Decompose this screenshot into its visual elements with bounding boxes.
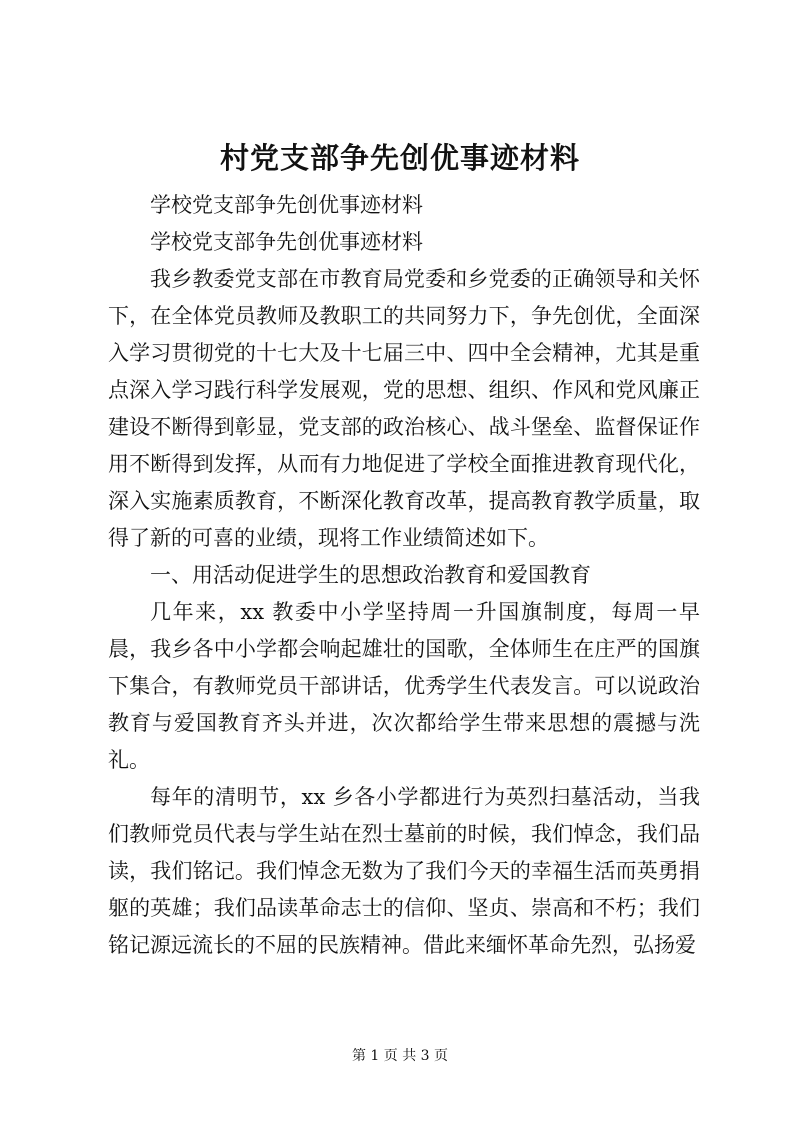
paragraph-flag-raising: 几年来，xx 教委中小学坚持周一升国旗制度，每周一早晨，我乡各中小学都会响起雄壮的国歌，全体师生在庄严的国旗下集合，有教师党员干部讲话，优秀学生代表发言。可以说政治教育与爱国教育齐头并进，次次都给学生带来思想的震撼与洗礼。 (108, 600, 700, 772)
paragraph-subtitle-2: 学校党支部争先创优事迹材料 (150, 230, 423, 254)
document-title: 村党支部争先创优事迹材料 (219, 141, 580, 175)
page-footer: 第 1 页 共 3 页 (351, 1048, 449, 1064)
section-heading-1: 一、用活动促进学生的思想政治教育和爱国教育 (150, 563, 591, 587)
document-body (108, 187, 700, 964)
paragraph-subtitle-1: 学校党支部争先创优事迹材料 (150, 193, 423, 217)
paragraph-qingming: 每年的清明节，xx 乡各小学都进行为英烈扫墓活动，当我们教师党员代表与学生站在烈士墓前的时候，我们悼念，我们品读，我们铭记。我们悼念无数为了我们今天的幸福生活而英勇捐躯的英雄；我们品读革命志士的信仰、坚贞、崇高和不朽；我们铭记源远流长的不屈的民族精神。借此来缅怀革命先烈，弘扬爱 (108, 785, 700, 957)
paragraph-intro: 我乡教委党支部在市教育局党委和乡党委的正确领导和关怀下，在全体党员教师及教职工的共同努力下，争先创优，全面深入学习贯彻党的十七大及十七届三中、四中全会精神，尤其是重点深入学习践行科学发展观，党的思想、组织、作风和党风廉正建设不断得到彰显，党支部的政治核心、战斗堡垒、监督保证作用不断得到发挥，从而有力地促进了学校全面推进教育现代化，深入实施素质教育，不断深化教育改革，提高教育教学质量，取得了新的可喜的业绩，现将工作业绩简述如下。 (108, 267, 700, 550)
